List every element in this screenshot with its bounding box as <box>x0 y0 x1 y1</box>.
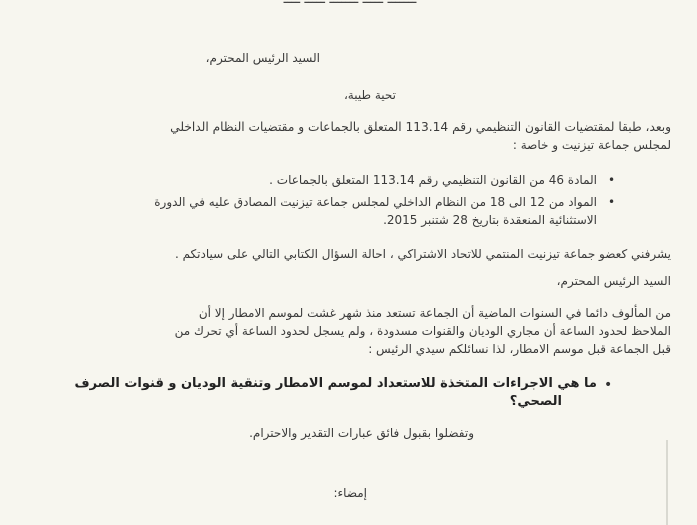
bullet-2-line-2: الاستثنائية المنعقدة بتاريخ 28 شتنبر 2015. <box>383 213 597 227</box>
intro-line-2: لمجلس جماعة تيزنيت و خاصة : <box>512 138 671 152</box>
closing: وتفضلوا بقبول فائق عبارات التقدير والاحترام. <box>249 426 474 440</box>
bullet-2-line-1: المواد من 12 الى 18 من النظام الداخلي لمجلس جماعة تيزنيت المصادق عليه في الدورة <box>154 195 597 209</box>
body-line-1: من المألوف دائما في السنوات الماضية أن الجماعة تستعد منذ شهر غشت لموسم الامطار إلا أن <box>198 306 671 320</box>
body-line-2: الملاحظ لحدود الساعة أن مجاري الوديان والقنوات مسدودة ، ولم يسجل لحدود الساعة أي تحرك من <box>174 324 671 338</box>
header-fragment <box>200 0 500 5</box>
question-line-1: ما هي الاجراءات المتخذة للاستعداد لموسم الامطار وتنقية الوديان و قنوات الصرف <box>74 376 597 391</box>
question-marker: • <box>604 377 613 393</box>
bullet-2-marker: • <box>608 195 616 209</box>
salutation-1: السيد الرئيس المحترم، <box>205 51 320 65</box>
signature-label: إمضاء: <box>333 486 367 500</box>
bullet-1: المادة 46 من القانون التنظيمي رقم 113.14 المتعلق بالجماعات . <box>269 173 597 187</box>
question-line-2: الصحي؟ <box>509 394 562 409</box>
body-line-3: قبل الجماعة قبل موسم الامطار، لذا نسائلكم سيدي الرئيس : <box>368 342 671 356</box>
greeting: تحية طيبة، <box>343 88 396 102</box>
bullet-1-marker: • <box>608 173 616 187</box>
intro-line-1: وبعد، طبقا لمقتضيات القانون التنظيمي رقم 113.14 المتعلق بالجماعات و مقتضيات النظام الداخلي <box>170 120 671 134</box>
salutation-2: السيد الرئيس المحترم، <box>556 274 671 288</box>
scan-edge-line <box>666 440 668 525</box>
honor-line: يشرفني كعضو جماعة تيزنيت المنتمي للاتحاد الاشتراكي ، احالة السؤال الكتابي التالي على سيادتكم . <box>174 247 671 261</box>
